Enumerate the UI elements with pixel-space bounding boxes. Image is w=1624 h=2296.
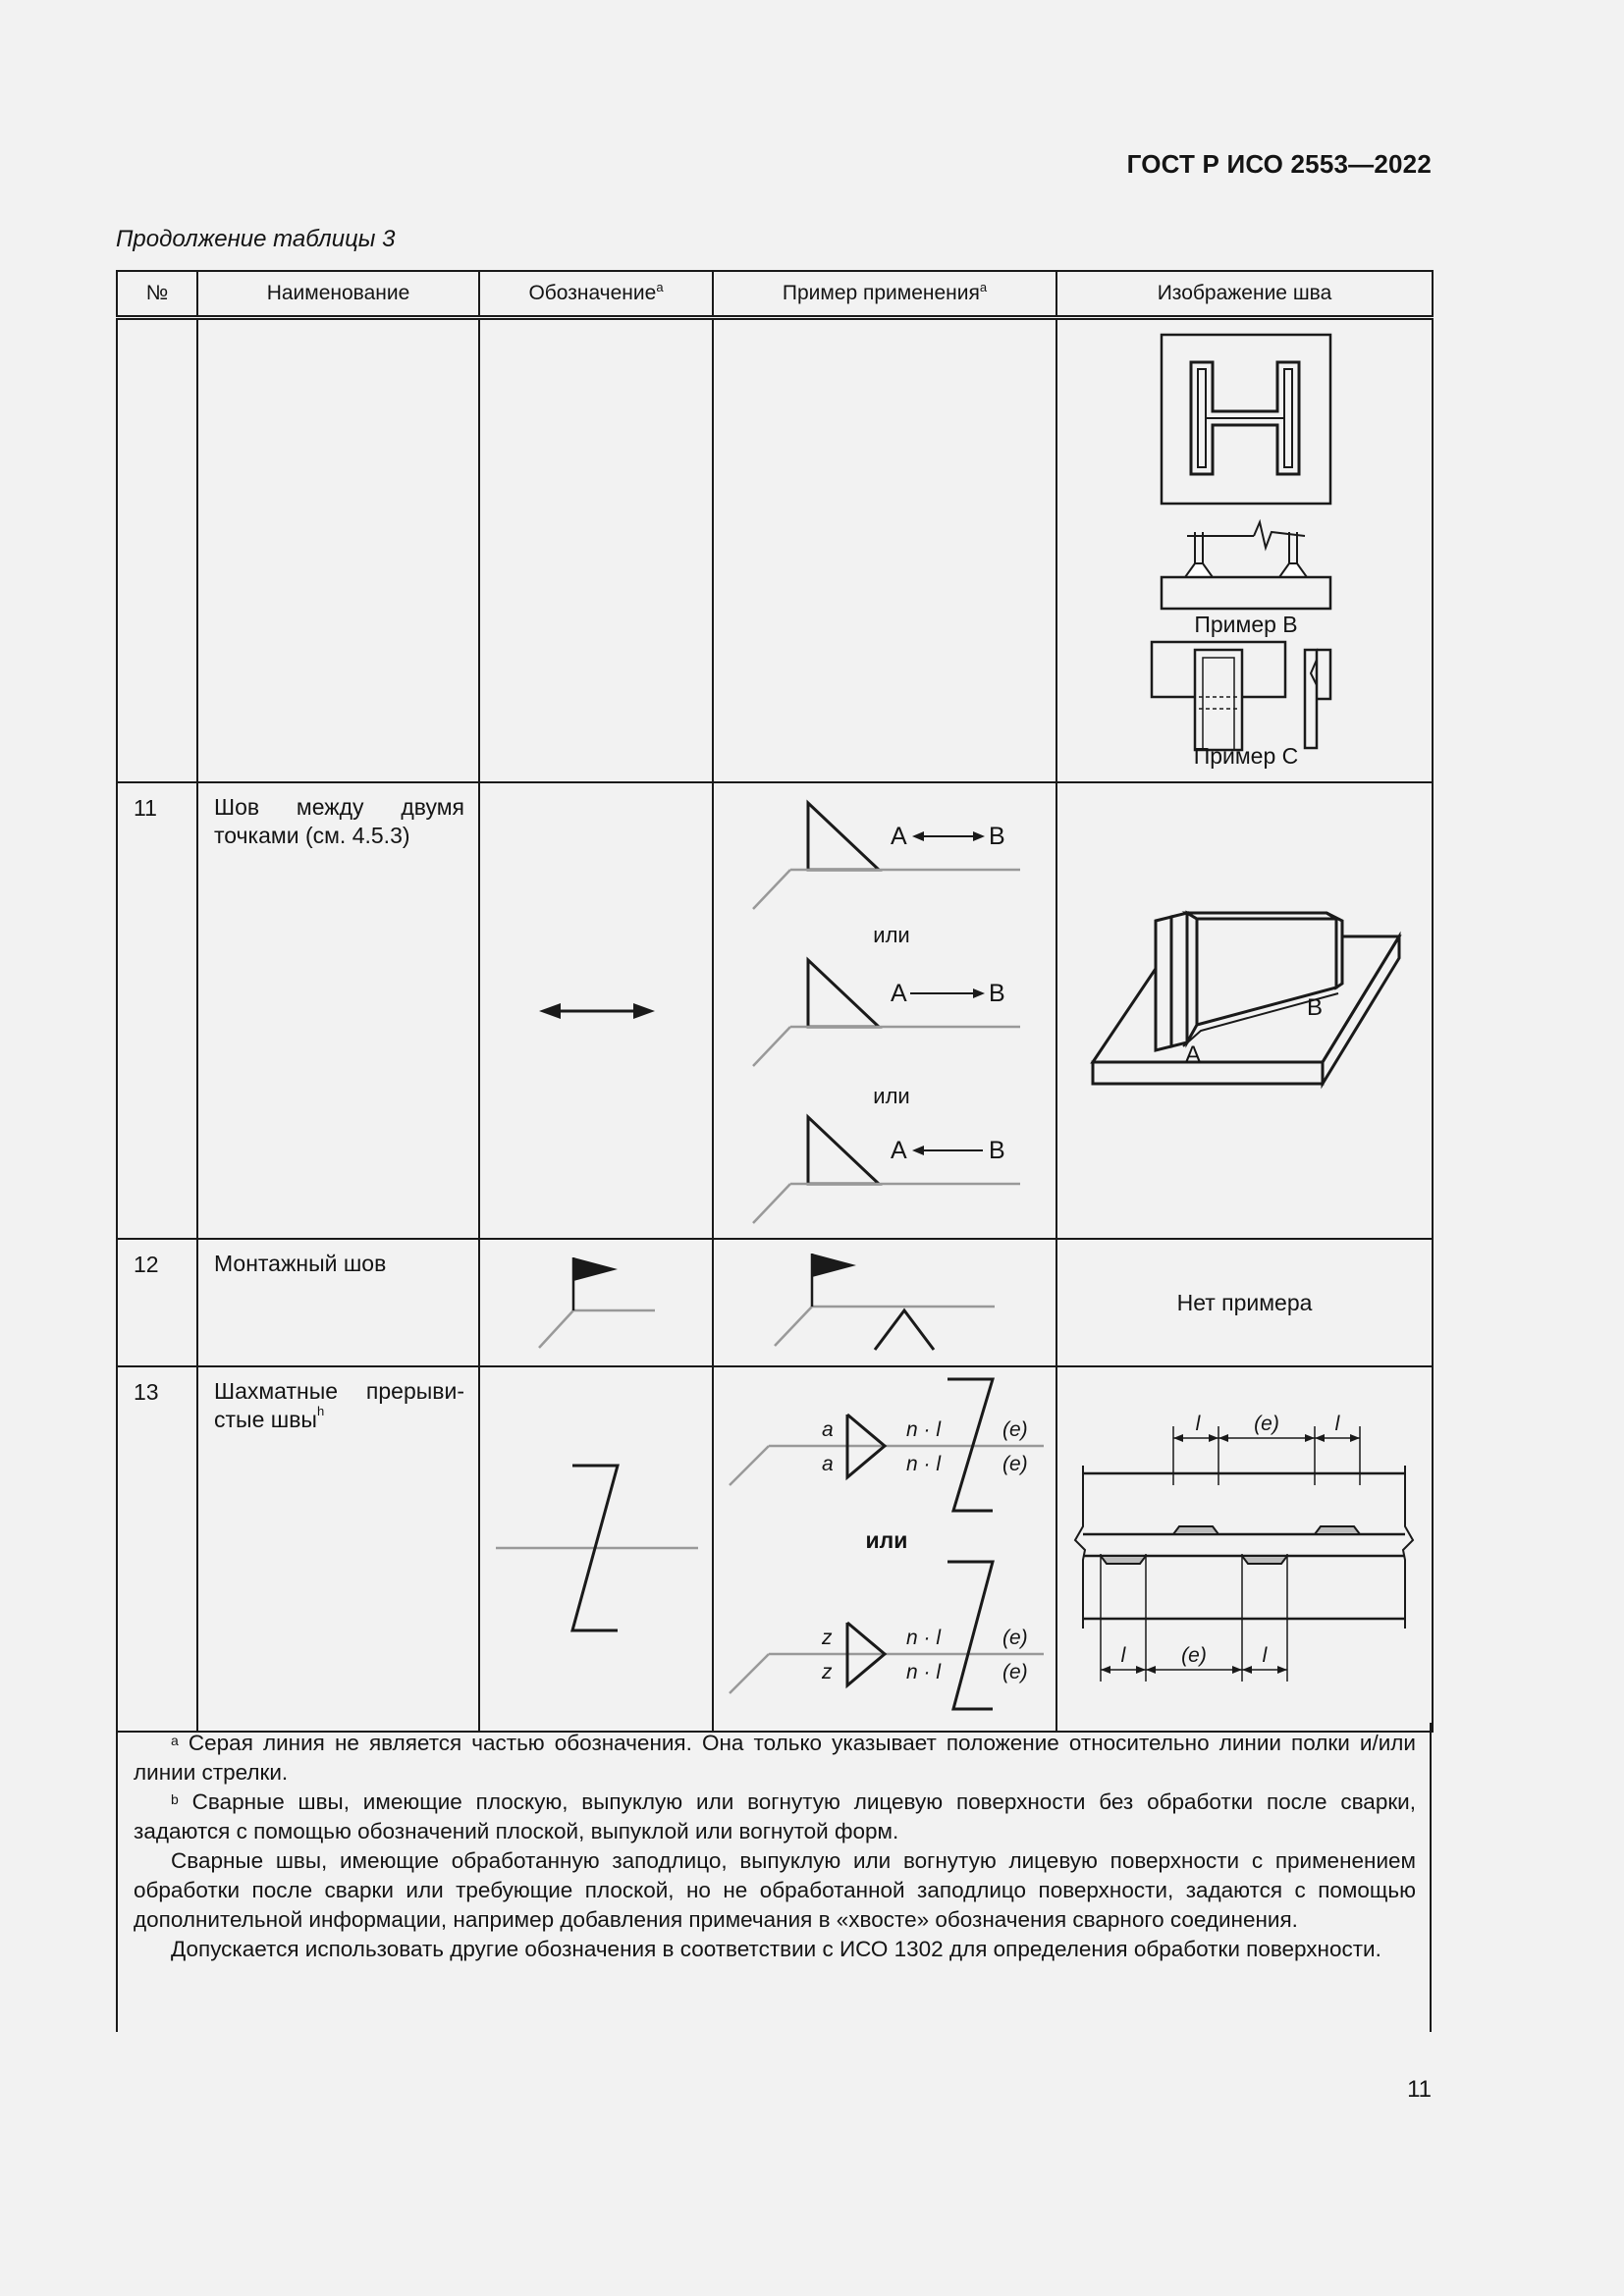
staggered-weld-example [714,1367,1057,1731]
plate-with-angle-image [1057,783,1434,1238]
example-b-label: Пример B [1194,612,1298,637]
or-label: или [873,1084,910,1108]
length-l-label: l [1334,1413,1340,1435]
throat-a-label: a [822,1418,834,1441]
length-l-label: l [1120,1644,1126,1667]
spacing-e-label: (e) [1254,1413,1279,1435]
row-symbol [479,1239,713,1366]
example-variant-3 [753,1117,1020,1223]
note-a: $^a$ Серая линия не является частью обозначения. Она только указывает положение относительно линии полки и/или линии стрелки. [134,1731,1416,1785]
row-symbol [479,318,713,783]
example-variant-1 [730,1379,1044,1511]
figure-point-b: B [1307,994,1324,1021]
e-label: (e) [1002,1627,1028,1649]
n-l-label: n · l [906,1661,942,1683]
figure-point-a: A [1185,1041,1202,1068]
row-number [117,318,197,783]
col-number: № [117,271,197,318]
row-image [1056,782,1433,1239]
page-number: 11 [1407,2076,1432,2103]
point-b-label: B [989,980,1005,1007]
row-name: Шов между двумя точками (см. 4.5.3) [197,782,479,1239]
weld-between-points-example [714,783,1057,1238]
h-profile-weld-image [1057,320,1434,781]
length-l-label: l [1195,1413,1201,1435]
n-l-label: n · l [906,1627,942,1649]
row-symbol [479,1366,713,1732]
table-header-row [117,271,1433,318]
row-example [713,782,1056,1239]
row-image [1056,1366,1433,1732]
row-number: 13 [117,1366,197,1732]
point-b-label: B [989,1137,1005,1164]
staggered-weld-image [1057,1367,1434,1731]
row-number: 12 [117,1239,197,1366]
example-variant-1 [753,803,1020,947]
throat-a-label: a [822,1453,834,1475]
n-l-label: n · l [906,1418,942,1441]
point-a-label: A [891,1137,907,1164]
note-other-symbols: Допускается использовать другие обозначения в соответствии с ИСО 1302 для определения обработки поверхности. [171,1937,1381,1961]
note-b-continued: Сварные швы, имеющие обработанную заподлицо, выпуклую или вогнутую лицевую поверхности с применением обработки после сварки или требующие плоской, но не обработанной заподлицо поверхности, задаются с помощью дополнительной информации, например добавления примечания в «хвосте» обозначения сварного соединения. [134,1848,1416,1932]
spacing-e-label: (e) [1181,1644,1207,1667]
e-label: (e) [1002,1453,1028,1475]
note-b: $^b$ Сварные швы, имеющие плоскую, выпуклую или вогнутую лицевую поверхности без обработки после сварки, задаются с помощью обозначений плоской, выпуклой или вогнутой форм. [134,1789,1416,1843]
row-example [713,1239,1056,1366]
example-variant-2 [753,960,1020,1108]
table-caption: Продолжение таблицы 3 [116,226,396,252]
or-label: или [865,1527,908,1553]
leg-z-label: z [822,1661,833,1683]
standard-code: ГОСТ Р ИСО 2553—2022 [1126,149,1432,179]
col-name: Наименование [197,271,479,318]
table-row [117,1366,1433,1732]
e-label: (e) [1002,1418,1028,1441]
row-symbol [479,782,713,1239]
or-label: или [873,923,910,947]
row-image [1056,1239,1433,1366]
example-c-label: Пример C [1193,743,1299,769]
staggered-z-symbol [480,1367,714,1731]
row-name [197,318,479,783]
row-number: 11 [117,782,197,1239]
row-example [713,1366,1056,1732]
n-l-label: n · l [906,1453,942,1475]
no-example-text: Нет примера [1176,1289,1313,1315]
field-weld-flag-symbol [480,1240,714,1365]
col-image: Изображение шва [1056,271,1433,318]
length-l-label: l [1262,1644,1268,1667]
row-image [1056,318,1433,783]
row-name: Шахматные прерыви-стые швы$^h$ [197,1366,479,1732]
point-a-label: A [891,823,907,850]
row-example [713,318,1056,783]
table-notes [116,1723,1432,2032]
point-b-label: B [989,823,1005,850]
table-row [117,1239,1433,1366]
field-weld-example [714,1240,1057,1365]
row-name: Монтажный шов [197,1239,479,1366]
table-row [117,318,1433,783]
point-a-label: A [891,980,907,1007]
symbols-table [116,270,1434,1733]
double-arrow-symbol [480,783,714,1238]
e-label: (e) [1002,1661,1028,1683]
col-symbol: Обозначение$^a$ [479,271,713,318]
col-example: Пример применения$^a$ [713,271,1056,318]
leg-z-label: z [822,1627,833,1649]
table-row [117,782,1433,1239]
example-variant-2 [730,1562,1044,1709]
